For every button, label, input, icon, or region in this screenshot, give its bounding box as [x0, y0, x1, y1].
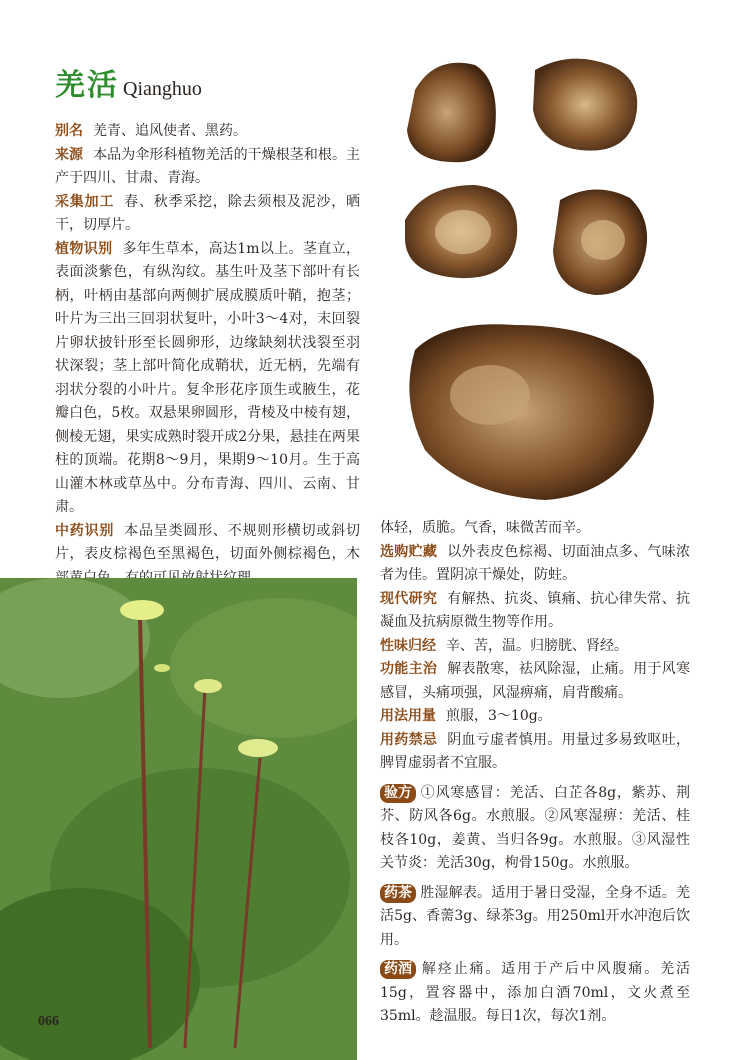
right-column	[380, 517, 690, 1029]
remedy-text: 胜湿解表。适用于暑日受湿，全身不适。羌活5g、香薷3g、绿茶3g。用250ml开水冲泡后饮用。	[380, 884, 690, 948]
entry-text: 羌青、追风使者、黑药。	[93, 123, 247, 139]
entry-label: 性味归经	[380, 637, 436, 654]
flower-umbel	[154, 664, 170, 672]
entry-text: 有解热、抗炎、镇痛、抗心律失常、抗凝血及抗病原微生物等作用。	[380, 590, 691, 630]
remedy-badge: 药茶	[380, 884, 416, 903]
entry-label: 来源	[55, 146, 84, 163]
herb-slice-4-core	[581, 220, 625, 260]
page-title	[55, 60, 202, 104]
page-number: 066	[38, 1014, 59, 1029]
herb-slice-1	[407, 63, 496, 162]
entry-modern-research	[380, 588, 690, 635]
entry-function	[380, 658, 690, 705]
entry-collection	[55, 191, 360, 238]
flower-umbel	[194, 679, 222, 693]
herb-slice-2	[533, 59, 637, 151]
remedy-badge: 药酒	[380, 960, 416, 979]
entry-nature-meridian	[380, 635, 690, 659]
remedy-text: 解痉止痛。适用于产后中风腹痛。羌活15g，置容器中，添加白酒70ml，文火煮至35ml。趁温服。每日1次，每次1剂。	[380, 961, 690, 1024]
entry-text: 煎服，3～10g。	[446, 708, 552, 724]
entry-text: 多年生草本，高达1m以上。茎直立，表面淡紫色，有纵沟纹。基生叶及茎下部叶有长柄，叶柄由基部向两侧扩展成膜质叶鞘，抱茎；叶片为三出三回羽状复叶，小叶3～4对，末回裂片卵状披针形至长圆卵形，边缘缺刻状浅裂至羽状深裂；茎上部叶简化成鞘状，近无柄，先端有羽状分裂的小叶片。复伞形花序顶生或腋生，花瓣白色，5枚。双悬果卵圆形，背棱及中棱有翅，侧棱无翅，果实成熟时裂开成2分果，悬挂在两果柱的顶端。花期8～9月，果期9～10月。生于高山灌木林或草丛中。分布青海、四川、云南、甘肃。	[55, 240, 360, 515]
left-column	[55, 120, 360, 590]
entry-dosage	[380, 705, 690, 729]
remedy-wine	[380, 958, 690, 1029]
entry-text: 以外表皮色棕褐、切面油点多、气味浓者为佳。置阴凉干燥处，防蛀。	[380, 543, 691, 583]
remedy-prescription	[380, 782, 690, 876]
herb-slices-photo	[395, 50, 705, 510]
herb-slice-5	[409, 324, 654, 500]
entry-text: 本品为伞形科植物羌活的干燥根茎和根。主产于四川、甘肃、青海。	[55, 146, 361, 186]
herb-id-continuation: 体轻，质脆。气香，味微苦而辛。	[380, 520, 590, 536]
flower-umbel	[238, 739, 278, 757]
entry-label: 中药识别	[55, 522, 115, 539]
remedy-text: ①风寒感冒：羌活、白芷各8g，紫苏、荆芥、防风各6g。水煎服。②风寒湿痹：羌活、桂枝各10g，姜黄、当归各9g。水煎服。③风湿性关节炎：羌活30g，枸骨150g。水煎服。	[380, 784, 690, 871]
entry-purchase-storage	[380, 541, 690, 588]
entry-text: 解表散寒，祛风除湿，止痛。用于风寒感冒，头痛项强，风湿痹痛，肩背酸痛。	[380, 661, 691, 701]
entry-source	[55, 144, 360, 191]
title-pinyin: Qianghuo	[123, 78, 202, 100]
entry-text: 阴血亏虚者慎用。用量过多易致呕吐，脾胃虚弱者不宜服。	[380, 731, 691, 771]
entry-label: 采集加工	[55, 193, 115, 210]
herb-slice-3-core	[435, 210, 491, 254]
entry-label: 现代研究	[380, 590, 438, 607]
plant-photo	[0, 578, 357, 1060]
entry-text: 本品呈类圆形、不规则形横切或斜切片，表皮棕褐色至黑褐色，切面外侧棕褐色，木	[55, 522, 361, 562]
entry-text: 春、秋季采挖，除去须根及泥沙，晒干，切厚片。	[55, 193, 361, 233]
entry-label: 选购贮藏	[380, 543, 438, 560]
title-chinese: 羌活	[55, 68, 119, 103]
entry-label: 用药禁忌	[380, 731, 438, 748]
entry-plant-id	[55, 238, 360, 520]
entry-label: 用法用量	[380, 708, 436, 724]
entry-contraindication	[380, 729, 690, 776]
remedy-tea	[380, 882, 690, 953]
herb-slice-5-core	[450, 365, 530, 425]
plant-illustration	[0, 578, 357, 1060]
entry-label: 植物识别	[55, 240, 113, 257]
entry-label: 功能主治	[380, 661, 438, 677]
entry-alias	[55, 120, 360, 144]
entry-text: 辛、苦，温。归膀胱、肾经。	[446, 637, 628, 654]
flower-umbel	[120, 600, 164, 620]
remedy-badge: 验方	[380, 784, 416, 803]
entry-label: 别名	[55, 123, 83, 139]
